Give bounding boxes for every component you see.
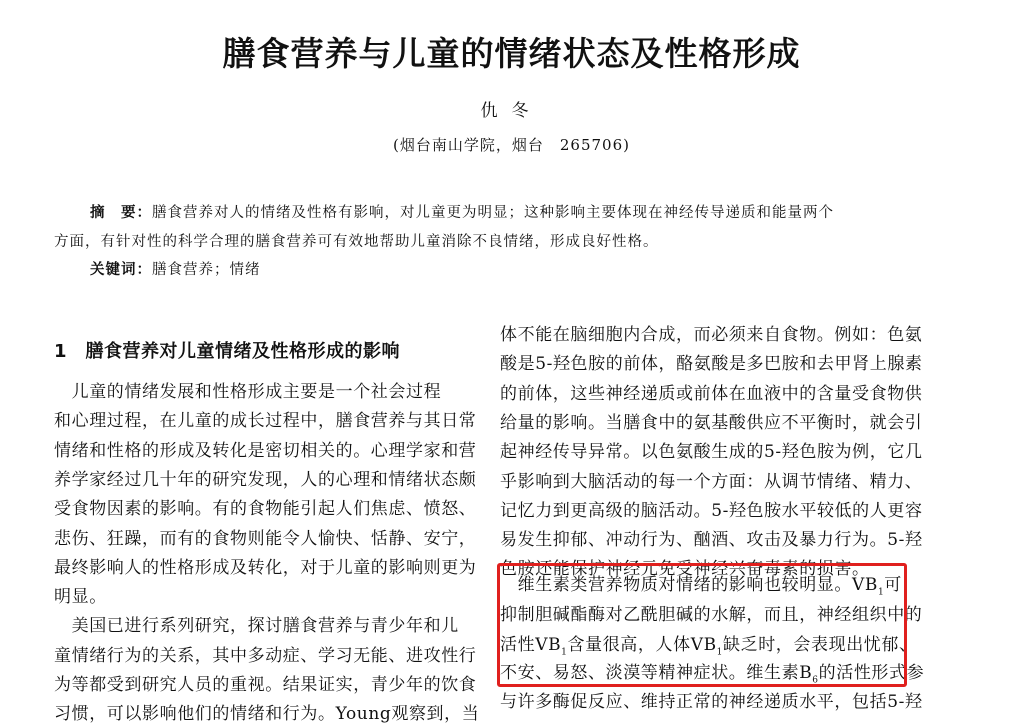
left-col-line: 童情绪行为的关系，其中多动症、学习无能、进攻性行	[54, 645, 477, 666]
right-col-line: 体不能在脑细胞内合成，而必须来自食物。例如：色氨	[500, 325, 923, 345]
subscript: 1	[561, 647, 568, 658]
left-col-line: 悲伤、狂躁，而有的食物则能令人愉快、恬静、安宁，	[54, 528, 477, 549]
subscript: 1	[877, 587, 885, 598]
abstract-label: 摘 要：	[90, 205, 152, 221]
right-col-line: 起神经传导异常。以色氨酸生成的5-羟色胺为例，它几	[500, 442, 923, 463]
left-col-line: 情绪和性格的形成及转化是密切相关的。心理学家和营	[54, 440, 477, 461]
highlight-text: 缺乏时，会表现出忧郁、	[723, 635, 917, 655]
abstract-line-1	[90, 201, 834, 222]
highlight-line-2: 抑制胆碱酯酶对乙酰胆碱的水解，而且，神经组织中的	[500, 605, 923, 625]
right-col-line: 酸是5-羟色胺的前体，酪氨酸是多巴胺和去甲肾上腺素	[500, 354, 923, 375]
left-col-line: 受食物因素的影响。有的食物能引起人们焦虑、愤怒、	[54, 499, 477, 520]
left-col-line: 明显。	[54, 587, 107, 608]
right-col-line: 易发生抑郁、冲动行为、酗酒、攻击及暴力行为。5-羟	[500, 530, 923, 551]
right-col-line: 给量的影响。当膳食中的氨基酸供应不平衡时，就会引	[500, 412, 923, 433]
right-col-line: 乎影响到大脑活动的每一个方面：从调节情绪、精力、	[500, 471, 923, 492]
keywords-text: 膳食营养；情绪	[152, 262, 261, 278]
highlight-text: 的活性形式参	[818, 663, 925, 683]
section-heading: 1 膳食营养对儿童情绪及性格形成的影响	[54, 341, 401, 362]
paper-title: 膳食营养与儿童的情绪状态及性格形成	[222, 34, 801, 73]
abstract-line-2: 方面，有针对性的科学合理的膳食营养可有效地帮助儿童消除不良情绪，形成良好性格。	[54, 234, 659, 250]
left-col-line: 养学家经过几十年的研究发现，人的心理和情绪状态颇	[54, 469, 477, 490]
subscript: 1	[716, 647, 723, 658]
affiliation: (烟台南山学院，烟台 265706)	[393, 136, 630, 154]
author-name: 仇冬	[480, 101, 543, 121]
left-col-line: 儿童的情绪发展和性格形成主要是一个社会过程	[54, 382, 442, 402]
subscript: 6	[812, 675, 819, 686]
left-col-line: 美国已进行系列研究，探讨膳食营养与青少年和儿	[54, 616, 459, 637]
highlight-text: 可	[884, 575, 902, 595]
left-col-line: 和心理过程，在儿童的成长过程中，膳食营养与其日常	[54, 411, 477, 432]
abstract-text-1: 膳食营养对人的情绪及性格有影响，对儿童更为明显；这种影响主要体现在神经传导递质和能量两个	[152, 205, 834, 221]
highlight-annotation-box	[497, 563, 907, 687]
right-col-line: 记忆力到更高级的脑活动。5-羟色胺水平较低的人更容	[500, 500, 923, 521]
right-col-line: 的前体，这些神经递质或前体在血液中的含量受食物供	[500, 383, 923, 404]
left-col-line: 最终影响人的性格形成及转化，对于儿童的影响则更为	[54, 557, 477, 578]
highlight-text: 维生素类营养物质对情绪的影响也较明显。VB	[500, 575, 878, 595]
keywords-label: 关键词：	[90, 262, 152, 278]
highlight-text: 不安、易怒、淡漠等精神症状。维生素B	[500, 663, 813, 683]
highlight-text: 活性VB	[500, 635, 562, 655]
highlight-text: 含量很高，人体VB	[567, 635, 717, 655]
left-col-line: 为等都受到研究人员的重视。结果证实，青少年的饮食	[54, 675, 477, 695]
keywords-line	[90, 258, 261, 279]
left-col-line: 习惯，可以影响他们的情绪和行为。Young观察到，当	[54, 704, 480, 724]
right-col-line: 色胺还能保护神经元免受神经兴奋毒素的损害。	[500, 559, 870, 580]
right-column-after-highlight: 与许多酶促反应、维持正常的神经递质水平，包括5-羟	[500, 692, 923, 712]
